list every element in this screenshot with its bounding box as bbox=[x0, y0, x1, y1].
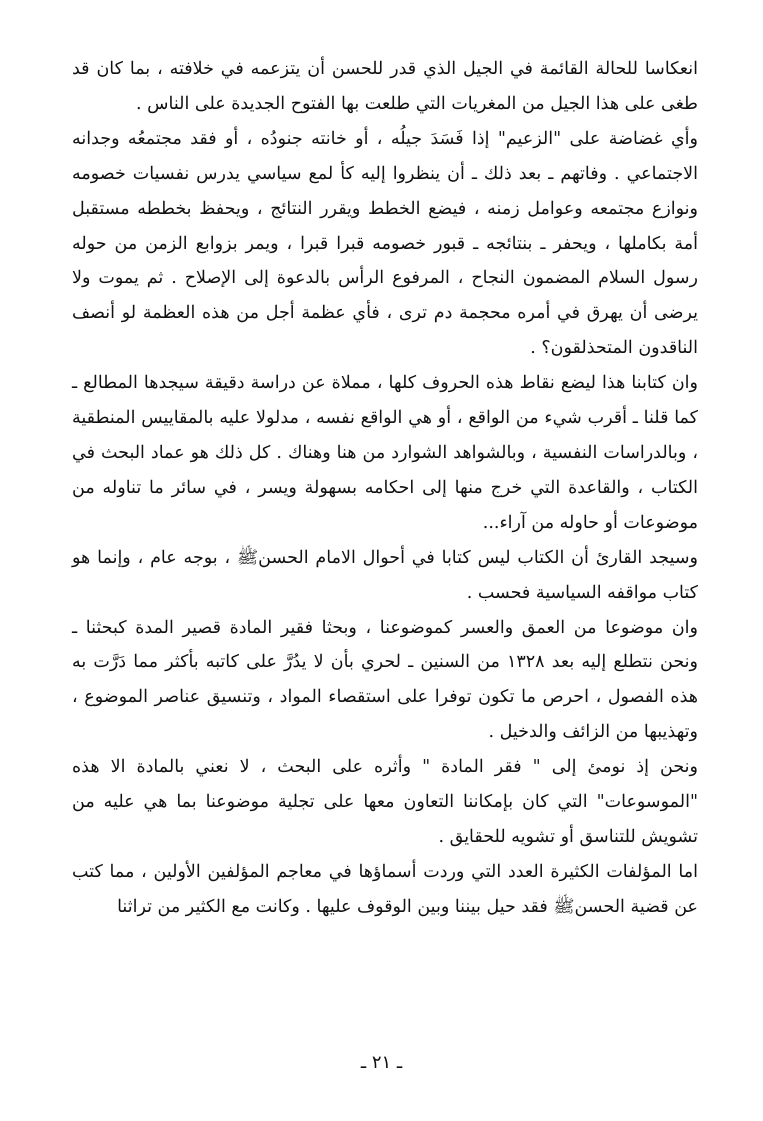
paragraph: وأي غضاضة على "الزعيم" إذا فَسَدَ جيلُه ، أو خانته جنودُه ، أو فقد مجتمعُه وجدانه الاجتماعي . وفاتهم ـ بعد ذلك ـ أن ينظروا إليه كأ لمع سياسي يدرس نفسيات خصومه ونوازع مجتمعه وعوامل زمنه ، فيضع الخطط ويقرر النتائج ، ويحفظ بخططه مستقبل أمة بكاملها ، ويحفر ـ بنتائجه ـ قبور خصومه قبرا قبرا ، ويمر بزوابع الزمن من حوله رسول السلام المضمون النجاح ، المرفوع الرأس بالدعوة إلى الإصلاح . ثم يموت ولا يرضى أن يهرق في أمره محجمة دم ترى ، فأي عظمة أجل من هذه العظمة لو أنصف الناقدون المتحذلقون؟ . bbox=[72, 128, 698, 359]
paragraph: ونحن إذ نومئ إلى " فقر المادة " وأثره على البحث ، لا نعني بالمادة الا هذه "الموسوعات" التي كان بإمكاننا التعاون معها على تجلية موضوعنا بما هي عليه من تشويش للتناسق أو تشويه للحقايق . bbox=[72, 757, 698, 847]
paragraph: وان موضوعا من العمق والعسر كموضوعنا ، وبحثا فقير المادة قصير المدة كبحثنا ـ ونحن نتطلع إليه بعد ١٣٢٨ من السنين ـ لحري بأن لا يدُرَّ على كاتبه بأكثر مما دَرَّت به هذه الفصول ، احرص ما تكون توفرا على استقصاء المواد ، وتنسيق عناصر الموضوع ، وتهذيبها من الزائف والدخيل . bbox=[72, 617, 698, 743]
paragraph: انعكاسا للحالة القائمة في الجيل الذي قدر للحسن أن يتزعمه في خلافته ، بما كان قد طغى على هذا الجيل من المغريات التي طلعت بها الفتوح الجديدة على الناس . bbox=[72, 59, 698, 114]
page-number: ـ ٢١ ـ bbox=[360, 1052, 403, 1073]
paragraph: وسيجد القارئ أن الكتاب ليس كتابا في أحوال الامام الحسنﷺ ، بوجه عام ، وإنما هو كتاب مواقفه السياسية فحسب . bbox=[72, 547, 698, 603]
paragraph: اما المؤلفات الكثيرة العدد التي وردت أسماؤها في معاجم المؤلفين الأولين ، مما كتب عن قضية الحسنﷺ فقد حيل بيننا وبين الوقوف عليها . وكانت مع الكثير من تراثنا bbox=[72, 861, 698, 917]
paragraph: وان كتابنا هذا ليضع نقاط هذه الحروف كلها ، مملاة عن دراسة دقيقة سيجدها المطالع ـ كما قلنا ـ أقرب شيء من الواقع ، أو هي الواقع نفسه ، مدلولا عليه بالمقاييس المنطقية ، وبالدراسات النفسية ، وبالشواهد الشوارد من هنا وهناك . كل ذلك هو عماد البحث في الكتاب ، والقاعدة التي خرج منها إلى احكامه بسهولة ويسر ، في سائر ما تناوله من موضوعات أو حاوله من آراء... bbox=[72, 373, 698, 533]
page-body bbox=[72, 52, 698, 925]
